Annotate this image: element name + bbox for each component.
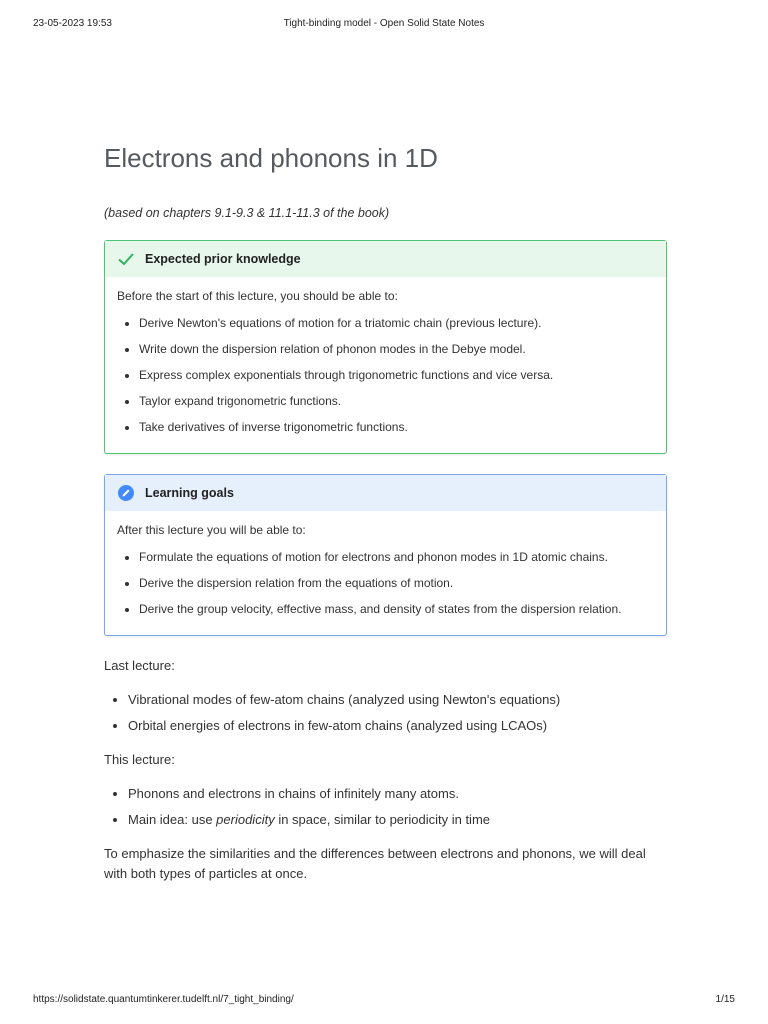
checkmark-icon <box>117 250 135 268</box>
this-lecture-label: This lecture: <box>104 752 175 767</box>
list-item: • Take derivatives of inverse trigonometric functions. <box>139 419 654 435</box>
page-url-link[interactable]: https://solidstate.quantumtinkerer.tudelft.nl/7_tight_binding/ <box>33 994 294 1005</box>
list-item: • Write down the dispersion relation of phonon modes in the Debye model. <box>139 341 654 357</box>
prior-knowledge-body <box>105 277 666 453</box>
learning-goals-title: Learning goals <box>145 486 234 500</box>
page-subtitle: (based on chapters 9.1-9.3 & 11.1-11.3 of the book) <box>104 206 390 220</box>
list-item: • Express complex exponentials through trigonometric functions and vice versa. <box>139 367 654 383</box>
closing-paragraph: To emphasize the similarities and the differences between electrons and phonons, we will deal with both types of particles at once. <box>104 846 646 881</box>
prior-knowledge-list <box>117 315 654 435</box>
learning-goals-header <box>105 475 666 511</box>
main-idea-suffix: in space, similar to periodicity in time <box>274 812 491 827</box>
print-header <box>0 18 768 32</box>
lecture-overview <box>104 656 667 884</box>
main-idea-prefix: Main idea: use <box>128 812 217 827</box>
prior-knowledge-intro: Before the start of this lecture, you should be able to: <box>117 289 398 303</box>
learning-goals-box <box>104 474 667 636</box>
list-item: • Derive the group velocity, effective mass, and density of states from the dispersion relation. <box>139 601 654 617</box>
this-lecture-list <box>104 784 667 830</box>
last-lecture-list <box>104 690 667 736</box>
periodicity-emphasis: periodicity <box>216 812 275 827</box>
print-date: 23-05-2023 19:53 <box>33 18 112 29</box>
prior-knowledge-title: Expected prior knowledge <box>145 252 301 266</box>
prior-knowledge-box <box>104 240 667 454</box>
list-item: • Phonons and electrons in chains of infinitely many atoms. <box>128 784 667 804</box>
list-item: • Taylor expand trigonometric functions. <box>139 393 654 409</box>
page-number: 1/15 <box>715 994 735 1005</box>
print-document-title: Tight-binding model - Open Solid State Notes <box>283 18 485 29</box>
list-item: • Formulate the equations of motion for electrons and phonon modes in 1D atomic chains. <box>139 549 654 565</box>
last-lecture-label: Last lecture: <box>104 658 175 673</box>
main-content <box>104 138 667 898</box>
learning-goals-body <box>105 511 666 635</box>
page-title: Electrons and phonons in 1D <box>104 143 438 173</box>
learning-goals-list <box>117 549 654 617</box>
list-item <box>128 810 667 830</box>
pencil-icon <box>117 484 135 502</box>
list-item: • Vibrational modes of few-atom chains (analyzed using Newton's equations) <box>128 690 667 710</box>
list-item: • Orbital energies of electrons in few-atom chains (analyzed using LCAOs) <box>128 716 667 736</box>
learning-goals-intro: After this lecture you will be able to: <box>117 523 306 537</box>
prior-knowledge-header <box>105 241 666 277</box>
list-item: • Derive the dispersion relation from the equations of motion. <box>139 575 654 591</box>
list-item: • Derive Newton's equations of motion for a triatomic chain (previous lecture). <box>139 315 654 331</box>
